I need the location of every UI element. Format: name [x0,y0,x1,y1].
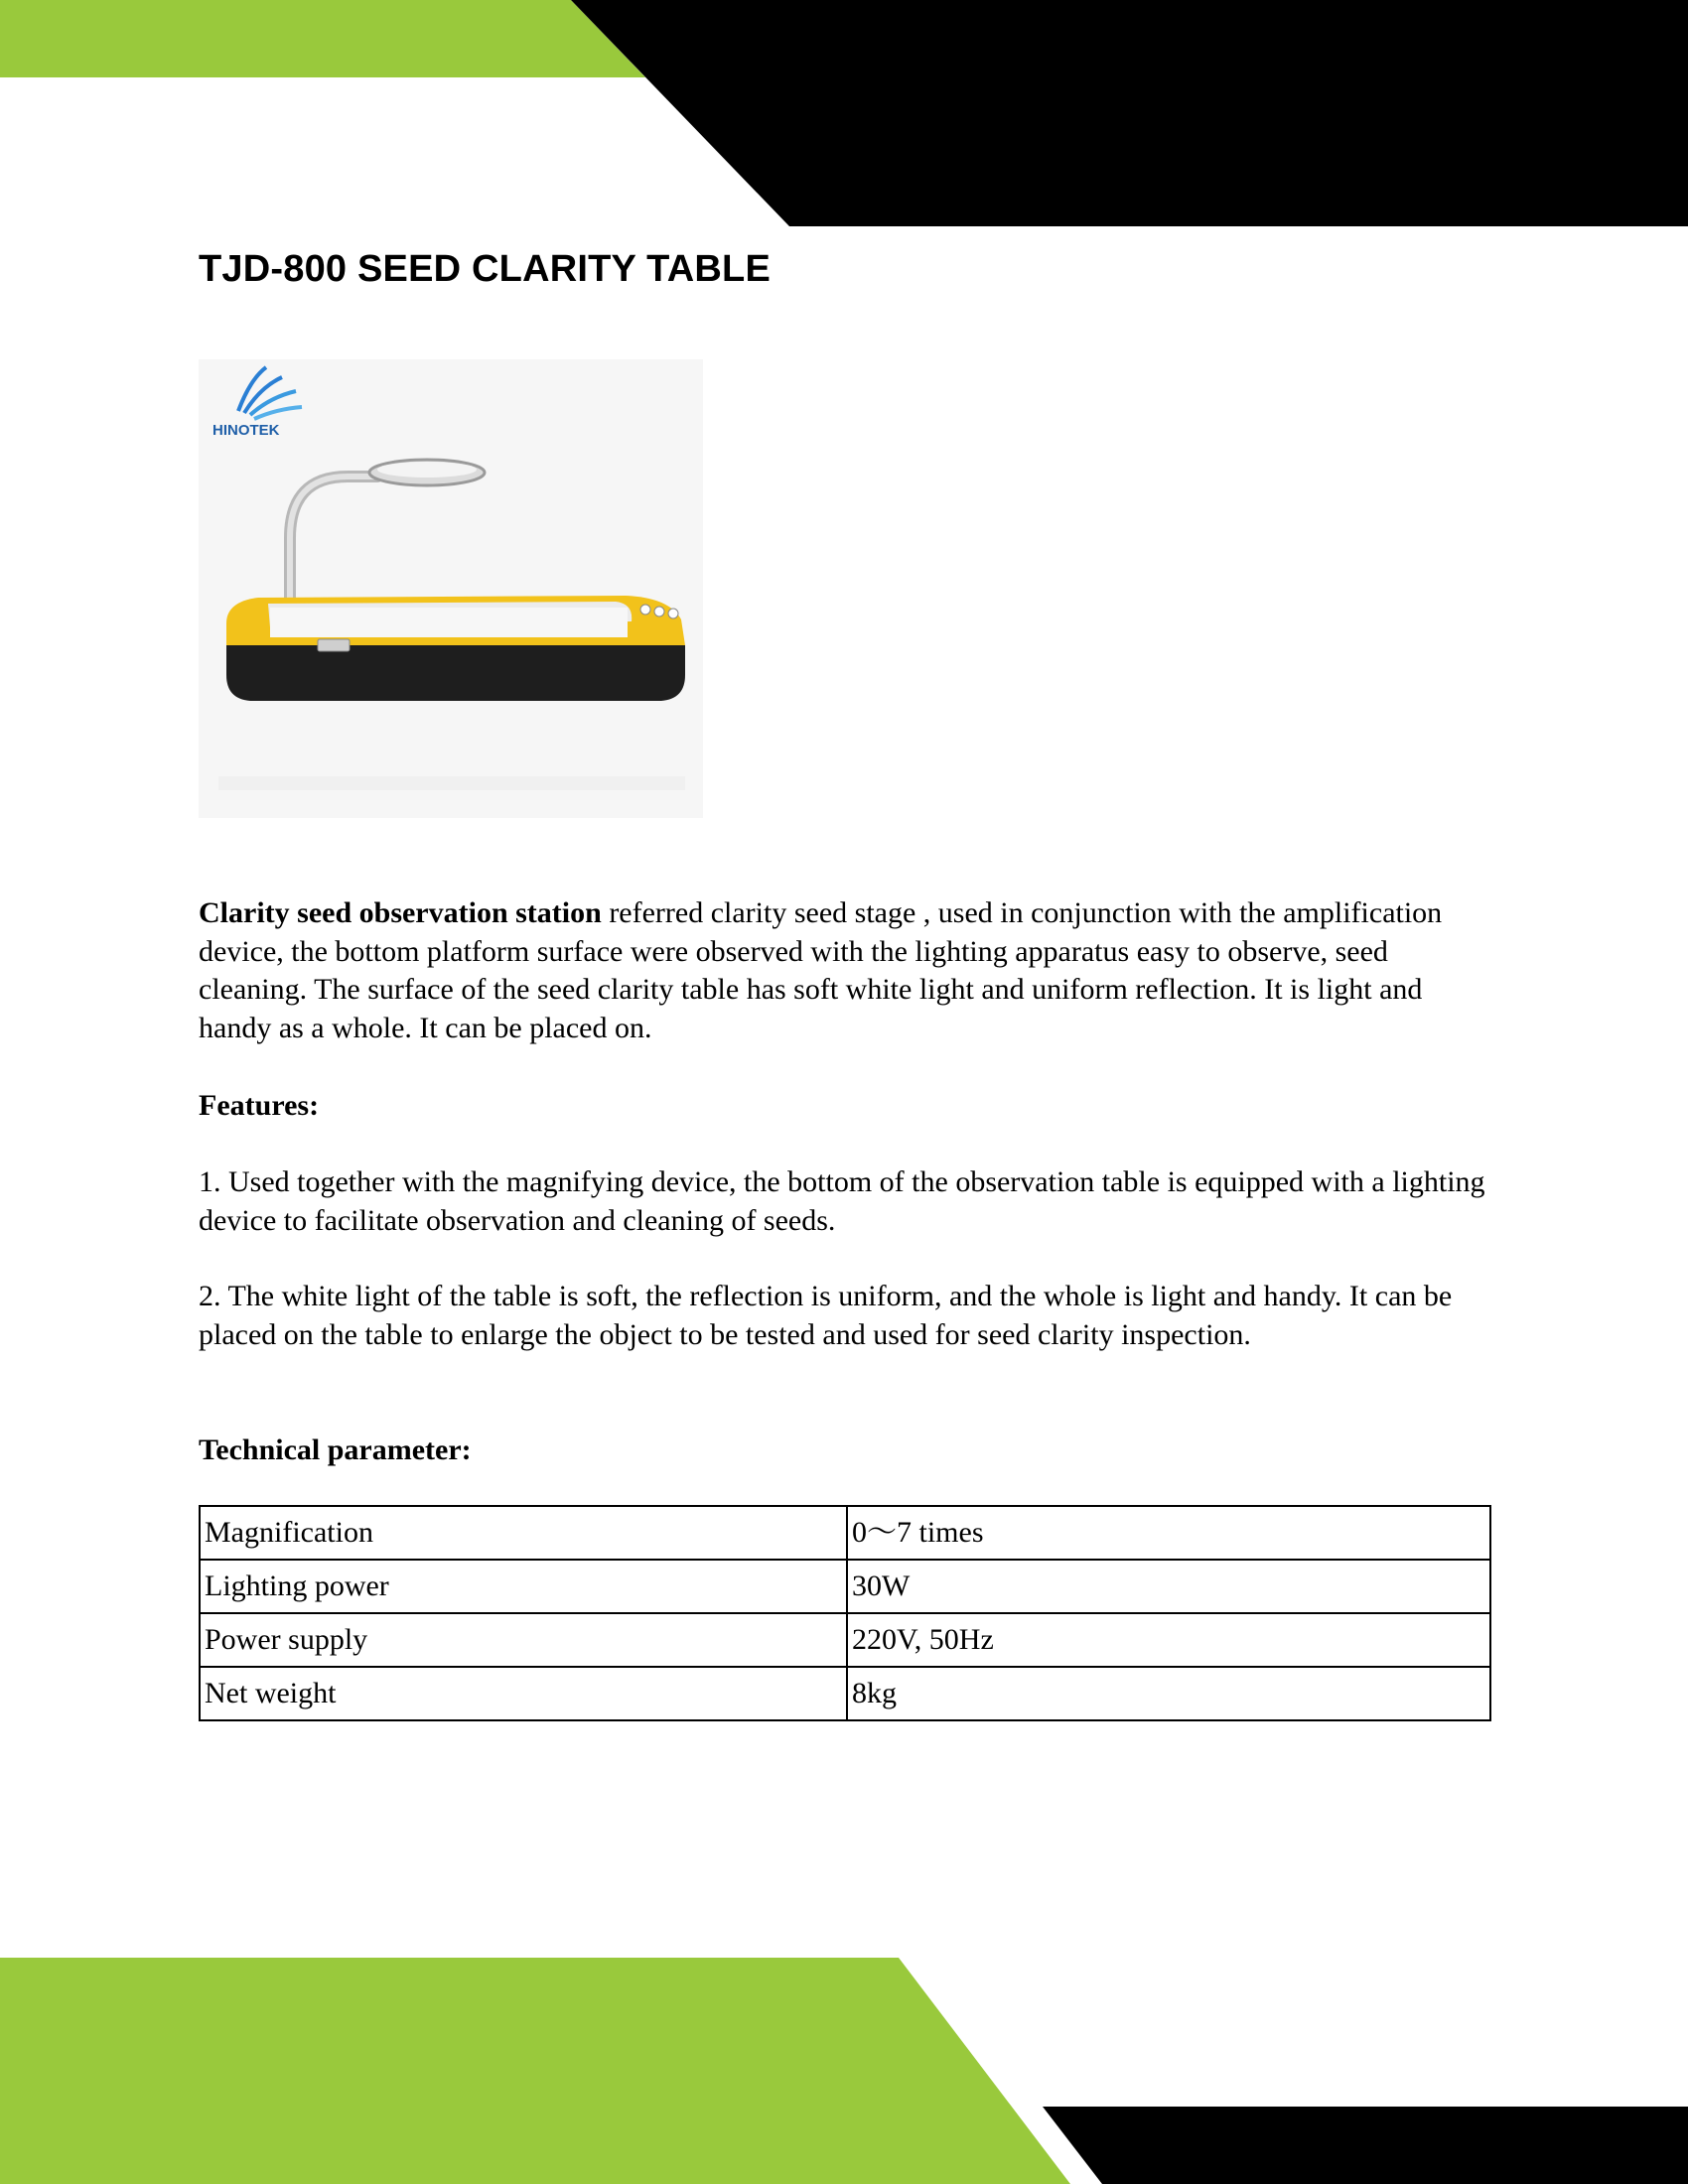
table-row [200,1613,1490,1667]
feature-item: 1. Used together with the magnifying device, the bottom of the observation table is equipped with a lighting device to facilitate observation and cleaning of seeds. [199,1165,1485,1237]
top-black-band [571,0,1688,226]
bottom-black-band [1043,2107,1688,2184]
param-value: 220V, 50Hz [847,1613,1490,1667]
param-name: Net weight [200,1667,847,1720]
table-row [200,1560,1490,1613]
param-name: Magnification [200,1506,847,1560]
param-value: 0～7 times [847,1506,1490,1560]
svg-text:HINOTEK: HINOTEK [212,422,280,439]
intro-bold-lead: Clarity seed observation station [199,896,602,929]
param-value: 8kg [847,1667,1490,1720]
table-row [200,1667,1490,1720]
param-name: Power supply [200,1613,847,1667]
page-title: TJD-800 SEED CLARITY TABLE [199,248,771,290]
bottom-green-band [0,1958,1070,2184]
product-photo [199,359,703,818]
technical-parameter-table [199,1505,1491,1721]
table-row [200,1506,1490,1560]
intro-paragraph [199,894,1499,1047]
top-green-band [0,0,645,77]
technical-parameter-heading: Technical parameter: [199,1433,472,1466]
feature-item: 2. The white light of the table is soft, the reflection is uniform, and the whole is light and handy. It can be placed on the table to enlarge the object to be tested and used for seed clarity inspection. [199,1280,1453,1351]
param-name: Lighting power [200,1560,847,1613]
features-heading: Features: [199,1089,320,1122]
param-value: 30W [847,1560,1490,1613]
intro-text: referred clarity seed stage , used in conjunction with the amplification device, the bottom platform surface were observed with the lighting apparatus easy to observe, seed cleaning. The surface of the seed clarity table has soft white light and uniform reflection. It is light and handy as a whole. It can be placed on. [199,896,1443,1044]
